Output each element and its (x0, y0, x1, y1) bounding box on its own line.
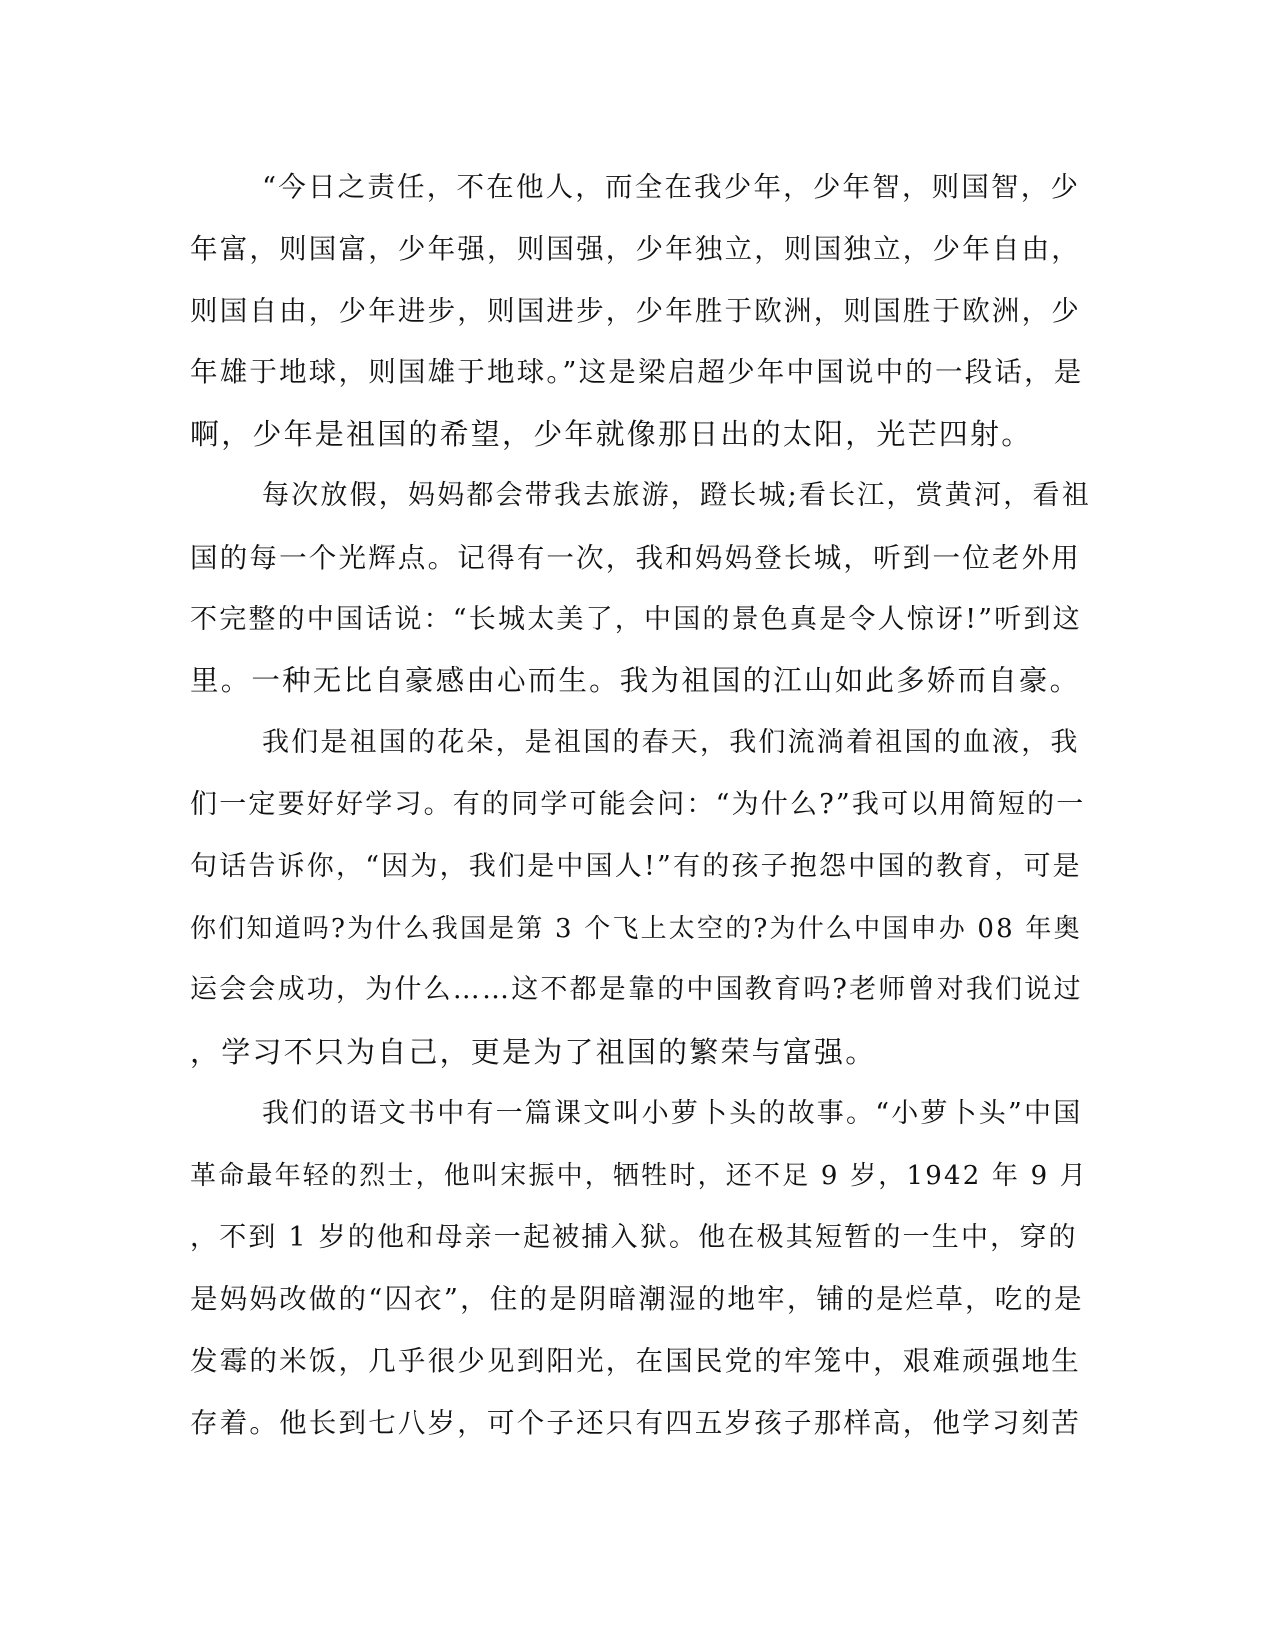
text-line: 存着。他长到七八岁，可个子还只有四五岁孩子那样高，他学习刻苦 (190, 1406, 1081, 1439)
text-line: 句话告诉你，“因为，我们是中国人!”有的孩子抱怨中国的教育，可是 (190, 850, 1082, 882)
text-line: 你们知道吗?为什么我国是第 3 个飞上太空的?为什么中国申办 08 年奥 (190, 913, 1082, 944)
text-line: 是妈妈改做的“囚衣”，住的是阴暗潮湿的地牢，铺的是烂草，吃的是 (190, 1283, 1084, 1316)
text-line: 啊，少年是祖国的希望，少年就像那日出的太阳，光芒四射。 (190, 417, 1033, 452)
text-line: 国的每一个光辉点。记得有一次，我和妈妈登长城，听到一位老外用 (190, 541, 1081, 574)
text-line: 里。一种无比自豪感由心而生。我为祖国的江山如此多娇而自豪。 (190, 664, 1081, 698)
text-line: 年富，则国富，少年强，则国强，少年独立，则国独立，少年自由， (190, 232, 1081, 265)
text-line: 我们是祖国的花朵，是祖国的春天，我们流淌着祖国的血液，我 (262, 727, 1080, 759)
text-line: ，学习不只为自己，更是为了祖国的繁荣与富强。 (190, 1035, 877, 1070)
text-line: ，不到 1 岁的他和母亲一起被捕入狱。他在极其短暂的一生中，穿的 (190, 1221, 1078, 1253)
text-line: 我们的语文书中有一篇课文叫小萝卜头的故事。“小萝卜头”中国 (262, 1097, 1083, 1129)
text-line: 发霉的米饭，几乎很少见到阳光，在国民党的牢笼中，艰难顽强地生 (190, 1345, 1081, 1378)
text-line: 不完整的中国话说：“长城太美了，中国的景色真是令人惊讶!”听到这 (190, 603, 1082, 635)
text-line: 革命最年轻的烈士，他叫宋振中，牺牲时，还不足 9 岁，1942 年 9 月 (190, 1160, 1088, 1191)
text-line: 年雄于地球，则国雄于地球。”这是梁启超少年中国说中的一段话，是 (190, 356, 1084, 389)
text-line: “今日之责任，不在他人，而全在我少年，少年智，则国智，少 (262, 171, 1081, 203)
text-line: 们一定要好好学习。有的同学可能会问：“为什么?”我可以用简短的一 (190, 788, 1086, 820)
body-text (190, 163, 1090, 1461)
text-line: 每次放假，妈妈都会带我去旅游，蹬长城;看长江，赏黄河，看祖 (262, 479, 1091, 511)
text-line: 则国自由，少年进步，则国进步，少年胜于欧洲，则国胜于欧洲，少 (190, 294, 1081, 327)
text-line: 运会会成功，为什么……这不都是靠的中国教育吗?老师曾对我们说过 (190, 974, 1083, 1006)
